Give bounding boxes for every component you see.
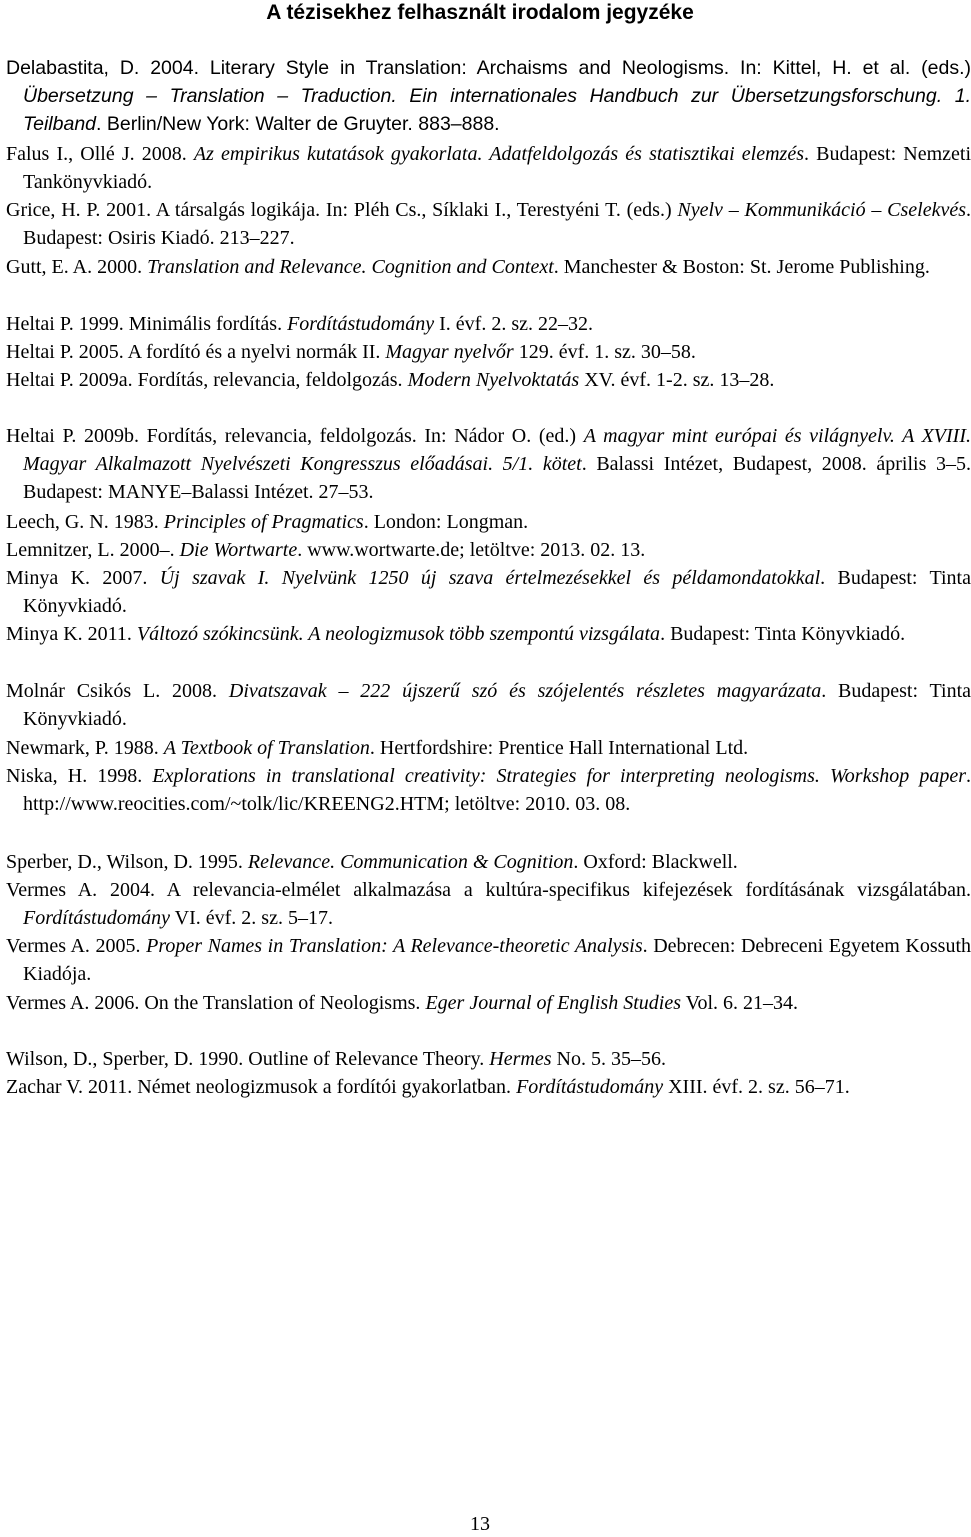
reference-text: Vermes A. 2006. On the Translation of Neologisms. [6,992,426,1014]
reference-text: XIII. évf. 2. sz. 56–71. [663,1076,850,1098]
reference-text: Vol. 6. 21–34. [680,992,799,1014]
reference-text: . London: Longman. [363,511,529,533]
reference-text: . Budapest: Nemzeti Tankönyvkiadó. [23,143,971,194]
reference-text: Vermes A. 2005. [6,935,147,957]
reference-title-italic: Az empirikus kutatások gyakorlata. Adatfeldolgozás és statisztikai elemzés [193,143,804,165]
reference-title-italic: Divatszavak – 222 újszerű szó és szójelentés részletes magyarázata [228,680,822,702]
reference-title-italic: Fordítástudomány [23,907,171,930]
reference-text: Vermes A. 2004. A relevancia-elmélet alkalmazása a kultúra-specifikus kifejezések fordításának vizsgálatában. [6,879,971,901]
reference-title-italic: Die Wortwarte [179,539,298,561]
reference-text: Minya K. 2011. [6,623,137,645]
reference-text: . Budapest: Tinta Könyvkiadó. [660,623,906,645]
reference-title-italic: Eger Journal of English Studies [425,992,681,1014]
reference-title-italic: Fordítástudomány [287,313,435,335]
reference-entry [6,1045,971,1073]
page-number: 13 [470,1513,490,1535]
reference-title-italic: Explorations in translational creativity: Strategies for interpreting neologisms. Workshop paper [152,765,967,787]
reference-text: . Budapest: Tinta Könyvkiadó. [23,567,971,618]
reference-text: Heltai P. 2005. A fordító és a nyelvi normák II. [6,341,386,363]
reference-text: I. évf. 2. sz. 22–32. [434,313,593,335]
reference-entry [6,989,971,1017]
reference-text: Leech, G. N. 1983. [6,511,164,533]
reference-entry [6,620,971,648]
reference-text: Newmark, P. 1988. [6,737,164,759]
reference-entry [6,140,971,196]
reference-text: Wilson, D., Sperber, D. 1990. Outline of Relevance Theory. [6,1048,490,1070]
reference-title-italic: Principles of Pragmatics [163,511,364,533]
reference-entry [6,508,971,536]
reference-entry [6,1073,971,1101]
reference-title-italic: Translation and Relevance. Cognition and Context [147,256,554,278]
reference-title-italic: Relevance. Communication & Cognition [247,851,574,873]
reference-text: Sperber, D., Wilson, D. 1995. [6,851,248,873]
reference-text: Falus I., Ollé J. 2008. [6,143,194,165]
reference-text: Gutt, E. A. 2000. [6,256,148,278]
reference-entry [6,536,971,564]
reference-text: . Balassi Intézet, Budapest, 2008. április 3–5. Budapest: MANYE–Balassi Intézet. 27–53. [23,453,971,504]
reference-text: . Oxford: Blackwell. [573,851,738,873]
reference-text: Heltai P. 1999. Minimális fordítás. [6,313,288,335]
reference-entry [6,734,971,762]
reference-entry [6,876,971,932]
reference-text: Lemnitzer, L. 2000–. [6,539,180,561]
reference-title-italic: Übersetzung – Translation – Traduction. Ein internationales Handbuch zur Übersetzungsforschung. 1. Teilband [23,85,971,136]
reference-title-italic: Proper Names in Translation: A Relevance-theoretic Analysis [146,935,643,957]
reference-text: No. 5. 35–56. [551,1048,666,1070]
reference-entry [6,564,971,620]
reference-entry [6,762,971,818]
page-title: A tézisekhez felhasznált irodalom jegyzéke [266,1,694,24]
reference-entry [6,310,971,338]
reference-text: . www.wortwarte.de; letöltve: 2013. 02. 13. [297,539,646,561]
reference-text: Minya K. 2007. [6,567,160,589]
reference-title-italic: A Textbook of Translation [163,737,370,759]
reference-text: XV. évf. 1-2. sz. 13–28. [579,369,775,391]
reference-text: Heltai P. 2009b. Fordítás, relevancia, feldolgozás. In: Nádor O. (ed.) [6,425,584,447]
reference-title-italic: Magyar nyelvőr [385,341,514,363]
reference-text: . Debrecen: Debreceni Egyetem Kossuth Kiadója. [23,935,971,986]
reference-text: . Budapest: Osiris Kiadó. 213–227. [23,199,971,250]
reference-entry [6,54,971,139]
reference-title-italic: Hermes [489,1048,552,1070]
reference-text: Delabastita, D. 2004. Literary Style in Translation: Archaisms and Neologisms. In: Kittel, H. et al. (eds.) [6,57,971,79]
reference-text: VI. évf. 2. sz. 5–17. [170,907,333,930]
reference-text: . Manchester & Boston: St. Jerome Publishing. [553,256,930,278]
reference-title-italic: Modern Nyelvoktatás [407,369,580,391]
reference-text: . Budapest: Tinta Könyvkiadó. [23,680,971,731]
reference-text: . http://www.reocities.com/~tolk/lic/KREENG2.HTM; letöltve: 2010. 03. 08. [23,765,971,816]
reference-entry [6,677,971,733]
reference-text: Molnár Csikós L. 2008. [6,680,229,702]
reference-text: 129. évf. 1. sz. 30–58. [513,341,696,363]
reference-text: Niska, H. 1998. [6,765,153,787]
reference-entry [6,366,971,394]
reference-title-italic: Nyelv – Kommunikáció – Cselekvés [677,199,966,221]
reference-entry [6,422,971,507]
reference-entry [6,848,971,876]
reference-text: . Hertfordshire: Prentice Hall International Ltd. [369,737,749,759]
reference-text: Heltai P. 2009a. Fordítás, relevancia, feldolgozás. [6,369,408,391]
reference-entry [6,932,971,988]
reference-entry [6,253,971,281]
reference-title-italic: Új szavak I. Nyelvünk 1250 új szava értelmezésekkel és példamondatokkal [159,567,821,589]
reference-entry [6,196,971,252]
reference-text: Zachar V. 2011. Német neologizmusok a fordítói gyakorlatban. [6,1076,517,1098]
reference-title-italic: Fordítástudomány [516,1076,664,1098]
reference-title-italic: Változó szókincsünk. A neologizmusok több szempontú vizsgálata [136,623,661,645]
reference-entry [6,338,971,366]
reference-title-italic: A magyar mint európai és világnyelv. A XVIII. Magyar Alkalmazott Nyelvészeti Kongresszus előadásai. 5/1. kötet [23,425,971,476]
reference-text: Grice, H. P. 2001. A társalgás logikája. In: Pléh Cs., Síklaki I., Terestyéni T. (eds.) [6,199,678,221]
reference-text: . Berlin/New York: Walter de Gruyter. 883–888. [96,113,500,136]
